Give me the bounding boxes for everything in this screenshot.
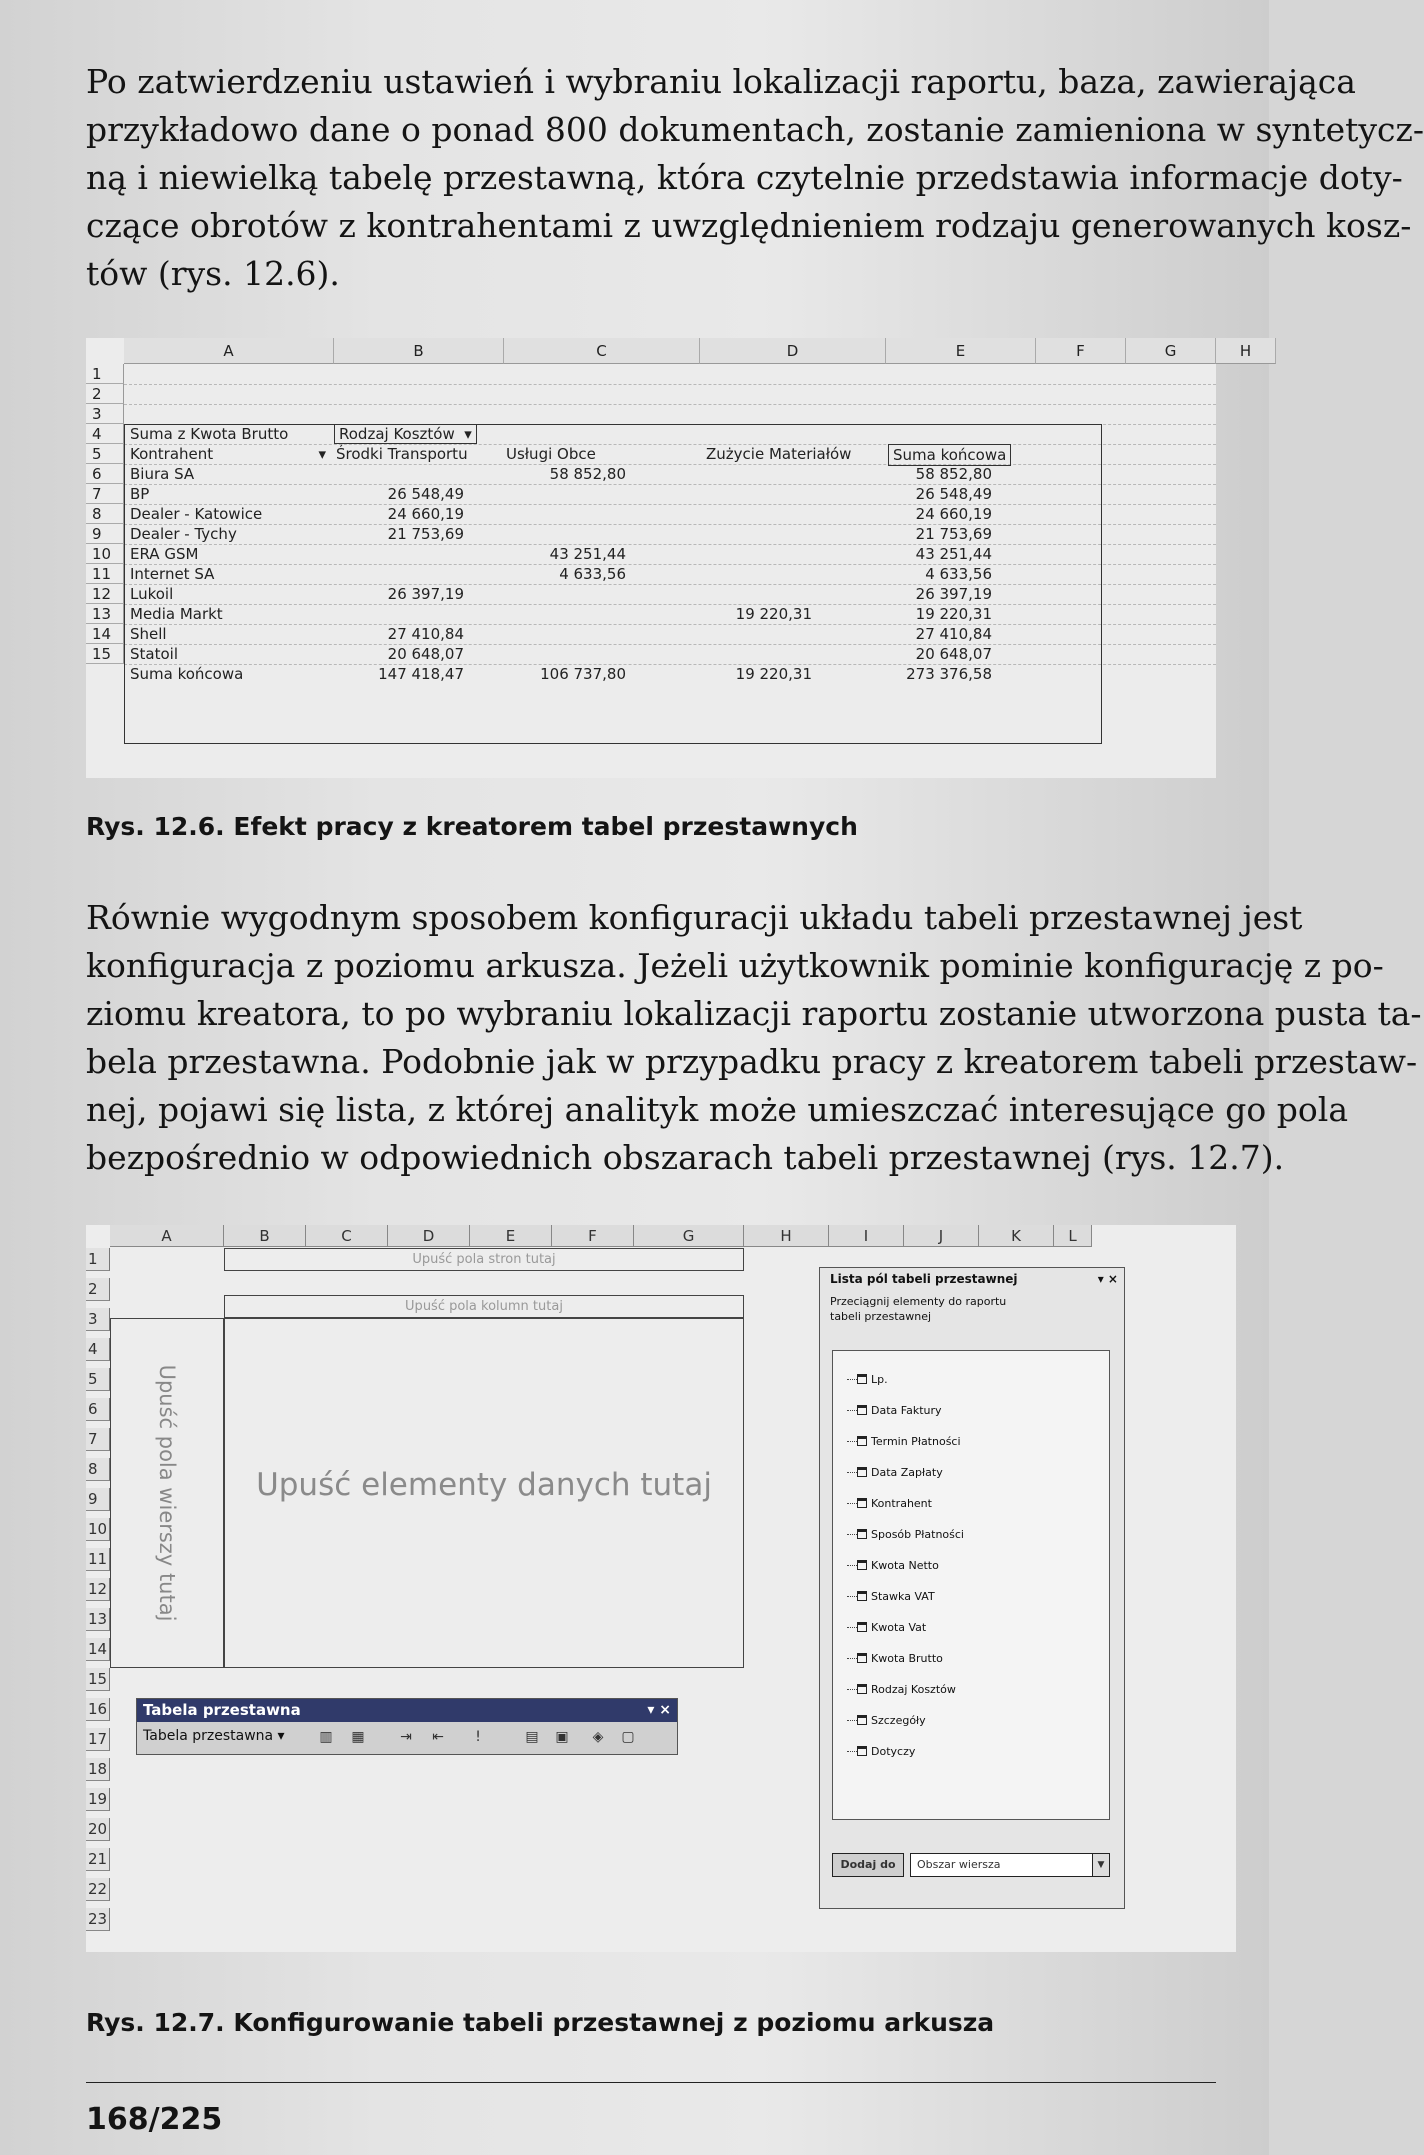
row-header[interactable]: 6 [86,464,124,484]
row-label: Dealer - Katowice [130,505,263,523]
grand-total-value: 273 376,58 [906,665,992,683]
field-icon [857,1467,867,1477]
paragraph-line: nej, pojawi się lista, z której analityk może umieszczać interesujące go pola [86,1090,1349,1129]
paragraph-line: Po zatwierdzeniu ustawień i wybraniu lokalizacji raportu, baza, zawierająca [86,62,1356,101]
field-label: Data Faktury [871,1404,942,1417]
column-header-c[interactable]: C [504,338,700,364]
field-icon [857,1498,867,1508]
column-header-h[interactable]: H [1216,338,1276,364]
field-icon [857,1653,867,1663]
grand-total-value: 19 220,31 [735,665,812,683]
paragraph-line: czące obrotów z kontrahentami z uwzględnieniem rodzaju generowanych kosz- [86,206,1412,245]
row-header[interactable]: 2 [86,384,124,404]
row-header[interactable]: 12 [86,584,124,604]
chart-wizard-icon[interactable]: ▦ [351,1729,365,1745]
field-list-description: Przeciągnij elementy do raportu tabeli przestawnej [830,1295,1007,1323]
value-cell: 19 220,31 [915,605,992,623]
paragraph-1 [86,58,1424,298]
field-item[interactable] [847,1365,888,1395]
hide-detail-icon[interactable]: ⇥ [400,1729,412,1745]
figure-12-6-spreadsheet [86,338,1252,778]
row-label: Dealer - Tychy [130,525,237,543]
figure-caption-12-7: Rys. 12.7. Konfigurowanie tabeli przestawnej z poziomu arkusza [86,2008,995,2037]
field-label: Kwota Vat [871,1621,927,1634]
row-label: Lukoil [130,585,174,603]
field-item[interactable] [847,1675,956,1705]
row-header[interactable]: 7 [86,1428,110,1451]
tree-connector [847,1379,857,1380]
footer-rule [86,2082,1216,2083]
paragraph-2 [86,894,1422,1182]
column-header-d[interactable]: D [700,338,886,364]
tree-connector [847,1472,857,1473]
col-header-total: Suma końcowa [888,444,1011,466]
row-label: Statoil [130,645,178,663]
paragraph-line: bela przestawna. Podobnie jak w przypadku pracy z kreatorem tabeli przestaw- [86,1042,1418,1081]
pivot-table-toolbar[interactable] [136,1698,678,1755]
field-item[interactable] [847,1396,942,1426]
field-item[interactable] [847,1613,926,1643]
row-header[interactable]: 15 [86,1668,110,1691]
field-list-close-icon[interactable]: ▾ × [1097,1272,1118,1286]
field-label: Rodzaj Kosztów [871,1683,956,1696]
tree-connector [847,1410,857,1411]
always-display-icon[interactable]: ▣ [555,1729,569,1745]
column-header-a[interactable]: A [110,1225,224,1247]
field-label: Lp. [871,1373,888,1386]
column-header-g[interactable]: G [1126,338,1216,364]
chevron-down-icon[interactable]: ▼ [1092,1854,1109,1876]
row-header[interactable]: 9 [86,1488,110,1511]
tree-connector [847,1627,857,1628]
refresh-data-icon[interactable]: ! [475,1729,481,1745]
drop-zone-row-fields[interactable] [110,1318,224,1668]
row-header[interactable]: 17 [86,1728,110,1751]
drop-zone-row-label: Upuść pola wierszy tutaj [155,1364,179,1622]
value-cell: 21 753,69 [387,525,464,543]
row-header[interactable]: 3 [86,404,124,424]
row-header[interactable]: 1 [86,1248,110,1271]
paragraph-line: ną i niewielką tabelę przestawną, która czytelnie przedstawia informacje doty- [86,158,1403,197]
value-cell: 4 633,56 [925,565,992,583]
toolbar-buttons [137,1722,677,1754]
dropdown-arrow-icon: ▾ [459,425,472,443]
row-header[interactable]: 13 [86,1608,110,1631]
value-cell: 26 397,19 [915,585,992,603]
field-item[interactable] [847,1520,964,1550]
gridline [124,384,1216,385]
row-field-label: Kontrahent [130,445,214,463]
field-icon [857,1746,867,1756]
row-label: Biura SA [130,465,195,483]
field-item[interactable] [847,1551,939,1581]
paragraph-line: bezpośrednio w odpowiednich obszarach tabeli przestawnej (rys. 12.7). [86,1138,1285,1177]
drop-zone-data-items[interactable] [224,1318,744,1668]
row-header[interactable]: 8 [86,504,124,524]
value-cell: 58 852,80 [915,465,992,483]
field-list-title: Lista pól tabeli przestawnej [830,1272,1018,1286]
dropdown-arrow-icon: ▾ [318,445,326,463]
row-header[interactable]: 11 [86,1548,110,1571]
row-field-dropdown[interactable] [130,444,326,464]
area-select-value: Obszar wiersza [917,1858,1001,1871]
field-label: Termin Płatności [871,1435,961,1448]
column-header-d[interactable]: D [388,1225,470,1247]
col-field-label: Rodzaj Kosztów [339,425,455,443]
row-header[interactable]: 10 [86,544,124,564]
row-header[interactable]: 5 [86,444,124,464]
row-header[interactable]: 14 [86,1638,110,1661]
field-label: Szczegóły [871,1714,926,1727]
column-header-i[interactable]: I [829,1225,904,1247]
value-cell: 20 648,07 [387,645,464,663]
value-cell: 26 397,19 [387,585,464,603]
value-cell: 26 548,49 [387,485,464,503]
field-label: Stawka VAT [871,1590,935,1603]
field-item[interactable] [847,1737,915,1767]
tree-connector [847,1751,857,1752]
column-header-f[interactable]: F [552,1225,634,1247]
value-cell: 27 410,84 [387,625,464,643]
grand-total-label: Suma końcowa [130,665,244,683]
toolbar-close-icon[interactable]: ▾ × [647,1702,671,1718]
row-label: Shell [130,625,167,643]
page-number: 168/225 [86,2102,223,2137]
row-header[interactable]: 12 [86,1578,110,1601]
include-hidden-icon[interactable]: ▤ [525,1729,539,1745]
value-cell: 4 633,56 [559,565,626,583]
field-icon [857,1715,867,1725]
row-header[interactable]: 14 [86,624,124,644]
field-icon [857,1560,867,1570]
field-icon [857,1591,867,1601]
tree-connector [847,1658,857,1659]
column-header-f[interactable]: F [1036,338,1126,364]
column-header-c[interactable]: C [306,1225,388,1247]
row-label: BP [130,485,150,503]
tree-connector [847,1689,857,1690]
field-item[interactable] [847,1644,943,1674]
field-item[interactable] [847,1427,961,1457]
paragraph-line: przykładowo dane o ponad 800 dokumentach, zostanie zamieniona w syntetycz- [86,110,1424,149]
col-header-services: Usługi Obce [506,445,596,463]
field-icon [857,1684,867,1694]
field-label: Kontrahent [871,1497,932,1510]
row-header[interactable]: 18 [86,1758,110,1781]
format-report-icon[interactable]: ▥ [319,1729,333,1745]
field-item[interactable] [847,1582,935,1612]
field-settings-icon[interactable]: ◈ [592,1729,604,1745]
column-header-j[interactable]: J [904,1225,979,1247]
row-header[interactable]: 13 [86,604,124,624]
col-header-transport: Środki Transportu [336,445,468,463]
field-list-tree [832,1350,1110,1820]
paragraph-line: konfiguracja z poziomu arkusza. Jeżeli użytkownik pominie konfigurację z po- [86,946,1384,985]
tree-connector [847,1441,857,1442]
column-header-g[interactable]: G [634,1225,744,1247]
toolbar-titlebar[interactable] [137,1699,677,1722]
row-header[interactable]: 20 [86,1818,110,1841]
field-label: Sposób Płatności [871,1528,964,1541]
column-header-h[interactable]: H [744,1225,829,1247]
row-header[interactable]: 21 [86,1848,110,1871]
hide-field-list-icon[interactable]: ▢ [621,1729,635,1745]
row-header[interactable]: 15 [86,644,124,664]
field-item[interactable] [847,1489,932,1519]
paragraph-line: ziomu kreatora, to po wybraniu lokalizacji raportu zostanie utworzona pusta ta- [86,994,1422,1033]
row-header[interactable]: 6 [86,1398,110,1421]
column-header-b[interactable]: B [334,338,504,364]
row-header[interactable]: 19 [86,1788,110,1811]
field-label: Data Zapłaty [871,1466,943,1479]
field-icon [857,1405,867,1415]
row-header[interactable]: 22 [86,1878,110,1901]
row-header[interactable]: 11 [86,564,124,584]
tree-connector [847,1720,857,1721]
data-field-label: Suma z Kwota Brutto [130,425,289,443]
field-item[interactable] [847,1458,943,1488]
figure-12-7-spreadsheet [86,1225,1236,1952]
row-header[interactable]: 1 [86,364,124,384]
column-header-e[interactable]: E [470,1225,552,1247]
value-cell: 26 548,49 [915,485,992,503]
field-icon [857,1374,867,1384]
column-header-b[interactable]: B [224,1225,306,1247]
drop-zone-column-fields[interactable]: Upuść pola kolumn tutaj [224,1295,744,1318]
tree-connector [847,1534,857,1535]
row-header[interactable]: 5 [86,1368,110,1391]
drop-zone-page-fields[interactable]: Upuść pola stron tutaj [224,1248,744,1271]
show-detail-icon[interactable]: ⇤ [432,1729,444,1745]
field-label: Kwota Netto [871,1559,939,1572]
column-header-l[interactable]: L [1054,1225,1092,1247]
toolbar-title: Tabela przestawna [143,1701,301,1719]
row-header[interactable]: 4 [86,424,124,444]
pivot-table-menu[interactable]: Tabela przestawna ▾ [143,1728,285,1744]
value-cell: 24 660,19 [387,505,464,523]
field-icon [857,1529,867,1539]
row-label: Internet SA [130,565,215,583]
value-cell: 19 220,31 [735,605,812,623]
grand-total-value: 147 418,47 [378,665,464,683]
paragraph-line: Równie wygodnym sposobem konfiguracji układu tabeli przestawnej jest [86,898,1303,937]
row-header[interactable]: 4 [86,1338,110,1361]
field-label: Kwota Brutto [871,1652,943,1665]
column-header-e[interactable]: E [886,338,1036,364]
gridline [124,404,1216,405]
drop-zone-data-label: Upuść elementy danych tutaj [256,1467,712,1503]
field-icon [857,1436,867,1446]
field-list-titlebar[interactable] [820,1268,1124,1290]
row-header[interactable]: 16 [86,1698,110,1721]
value-cell: 43 251,44 [915,545,992,563]
column-header-a[interactable]: A [124,338,334,364]
row-header[interactable]: 7 [86,484,124,504]
value-cell: 58 852,80 [549,465,626,483]
row-header[interactable]: 8 [86,1458,110,1481]
tree-connector [847,1565,857,1566]
column-header-k[interactable]: K [979,1225,1054,1247]
figure-caption-12-6: Rys. 12.6. Efekt pracy z kreatorem tabel przestawnych [86,812,858,841]
col-header-materials: Zużycie Materiałów [706,445,852,463]
row-header[interactable]: 9 [86,524,124,544]
pivot-field-list-panel[interactable] [819,1267,1125,1909]
value-cell: 20 648,07 [915,645,992,663]
tree-connector [847,1503,857,1504]
row-header[interactable]: 2 [86,1278,110,1301]
col-field-dropdown[interactable] [334,424,477,444]
row-header[interactable]: 23 [86,1908,110,1931]
value-cell: 27 410,84 [915,625,992,643]
grand-total-value: 106 737,80 [540,665,626,683]
field-item[interactable] [847,1706,926,1736]
area-select[interactable] [910,1853,1110,1877]
value-cell: 24 660,19 [915,505,992,523]
add-to-button[interactable]: Dodaj do [832,1853,904,1877]
row-label: ERA GSM [130,545,199,563]
value-cell: 43 251,44 [549,545,626,563]
row-label: Media Markt [130,605,223,623]
field-label: Dotyczy [871,1745,916,1758]
tree-connector [847,1596,857,1597]
field-icon [857,1622,867,1632]
row-header[interactable]: 10 [86,1518,110,1541]
row-header[interactable]: 3 [86,1308,110,1331]
paragraph-line: tów (rys. 12.6). [86,254,340,293]
value-cell: 21 753,69 [915,525,992,543]
